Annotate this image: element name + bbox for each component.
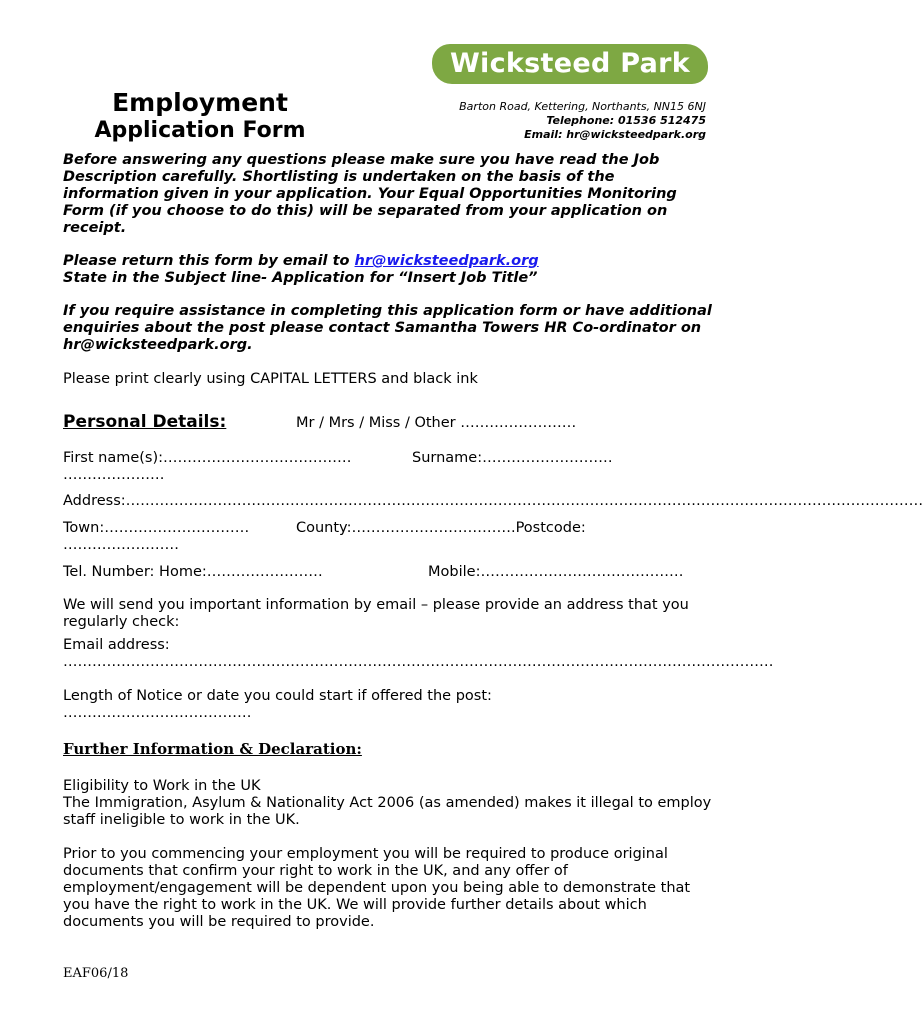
- postcode-field-continuation[interactable]: ……………………: [63, 537, 179, 553]
- form-code-footer: EAF06/18: [63, 966, 129, 981]
- address-field[interactable]: Address:…………………………………………………………………………………………………………………………………………………: [63, 493, 923, 509]
- contact-telephone: Telephone: 01536 512475: [546, 114, 706, 127]
- surname-field-continuation[interactable]: …………………: [63, 467, 165, 483]
- surname-field[interactable]: Surname:………………………: [412, 450, 613, 466]
- title-field[interactable]: Mr / Mrs / Miss / Other ……………………: [296, 415, 577, 431]
- return-instruction: Please return this form by email to: [63, 253, 355, 269]
- form-title-line2: Application Form: [94, 118, 306, 143]
- first-name-field[interactable]: First name(s):…………………………………: [63, 450, 352, 466]
- town-field[interactable]: Town:…………………………: [63, 520, 250, 536]
- intro-paragraph-1: Before answering any questions please make sure you have read the Job Description carefully. Shortlisting is undertaken on the basis of the information given in your application. Your Equal Opportunities Monitoring Form (if you choose to do this) will be separated from your application on receipt.: [63, 152, 677, 236]
- email-address-label: Email address:: [63, 637, 170, 653]
- intro-paragraph-3: If you require assistance in completing this application form or have additional enquiries about the post please contact Samantha Towers HR Co-ordinator on hr@wicksteedpark.org.: [63, 303, 712, 353]
- form-title-line1: Employment: [112, 88, 288, 117]
- print-instruction: Please print clearly using CAPITAL LETTERS and black ink: [63, 371, 478, 387]
- contact-email: Email: hr@wicksteedpark.org: [524, 128, 706, 141]
- eligibility-title: Eligibility to Work in the UK: [63, 778, 261, 794]
- eligibility-section: [63, 778, 713, 829]
- notice-label: Length of Notice or date you could start if offered the post:: [63, 688, 492, 704]
- intro-paragraph-2: [63, 253, 713, 287]
- notice-field[interactable]: …………………………………: [63, 705, 252, 721]
- subject-line-instruction: State in the Subject line- Application for “Insert Job Title”: [63, 270, 538, 286]
- email-note: We will send you important information by email – please provide an address that you regularly check:: [63, 597, 689, 630]
- contact-block: [459, 100, 706, 142]
- wicksteed-park-logo: Wicksteed Park: [432, 44, 708, 84]
- county-postcode-field[interactable]: County:…………………………….Postcode:: [296, 520, 586, 536]
- contact-address: Barton Road, Kettering, Northants, NN15 6NJ: [459, 100, 706, 113]
- intro-section: [63, 152, 713, 370]
- hr-email-link[interactable]: hr@wicksteedpark.org: [354, 253, 539, 269]
- email-address-field[interactable]: …………………………………………………………………………………………………………………………………: [63, 654, 774, 670]
- documents-paragraph: Prior to you commencing your employment you will be required to produce original documents that confirm your right to work in the UK, and any offer of employment/engagement will be dependent upon you being able to demonstrate that you have the right to work in the UK. We will provide further details about which documents you will be required to provide.: [63, 846, 691, 930]
- further-information-heading: Further Information & Declaration:: [63, 740, 362, 758]
- personal-details-heading: Personal Details:: [63, 412, 227, 432]
- mobile-field[interactable]: Mobile:……………………………………: [428, 564, 684, 580]
- home-phone-field[interactable]: Tel. Number: Home:……………………: [63, 564, 323, 580]
- eligibility-text: The Immigration, Asylum & Nationality Act 2006 (as amended) makes it illegal to employ staff ineligible to work in the UK.: [63, 795, 712, 828]
